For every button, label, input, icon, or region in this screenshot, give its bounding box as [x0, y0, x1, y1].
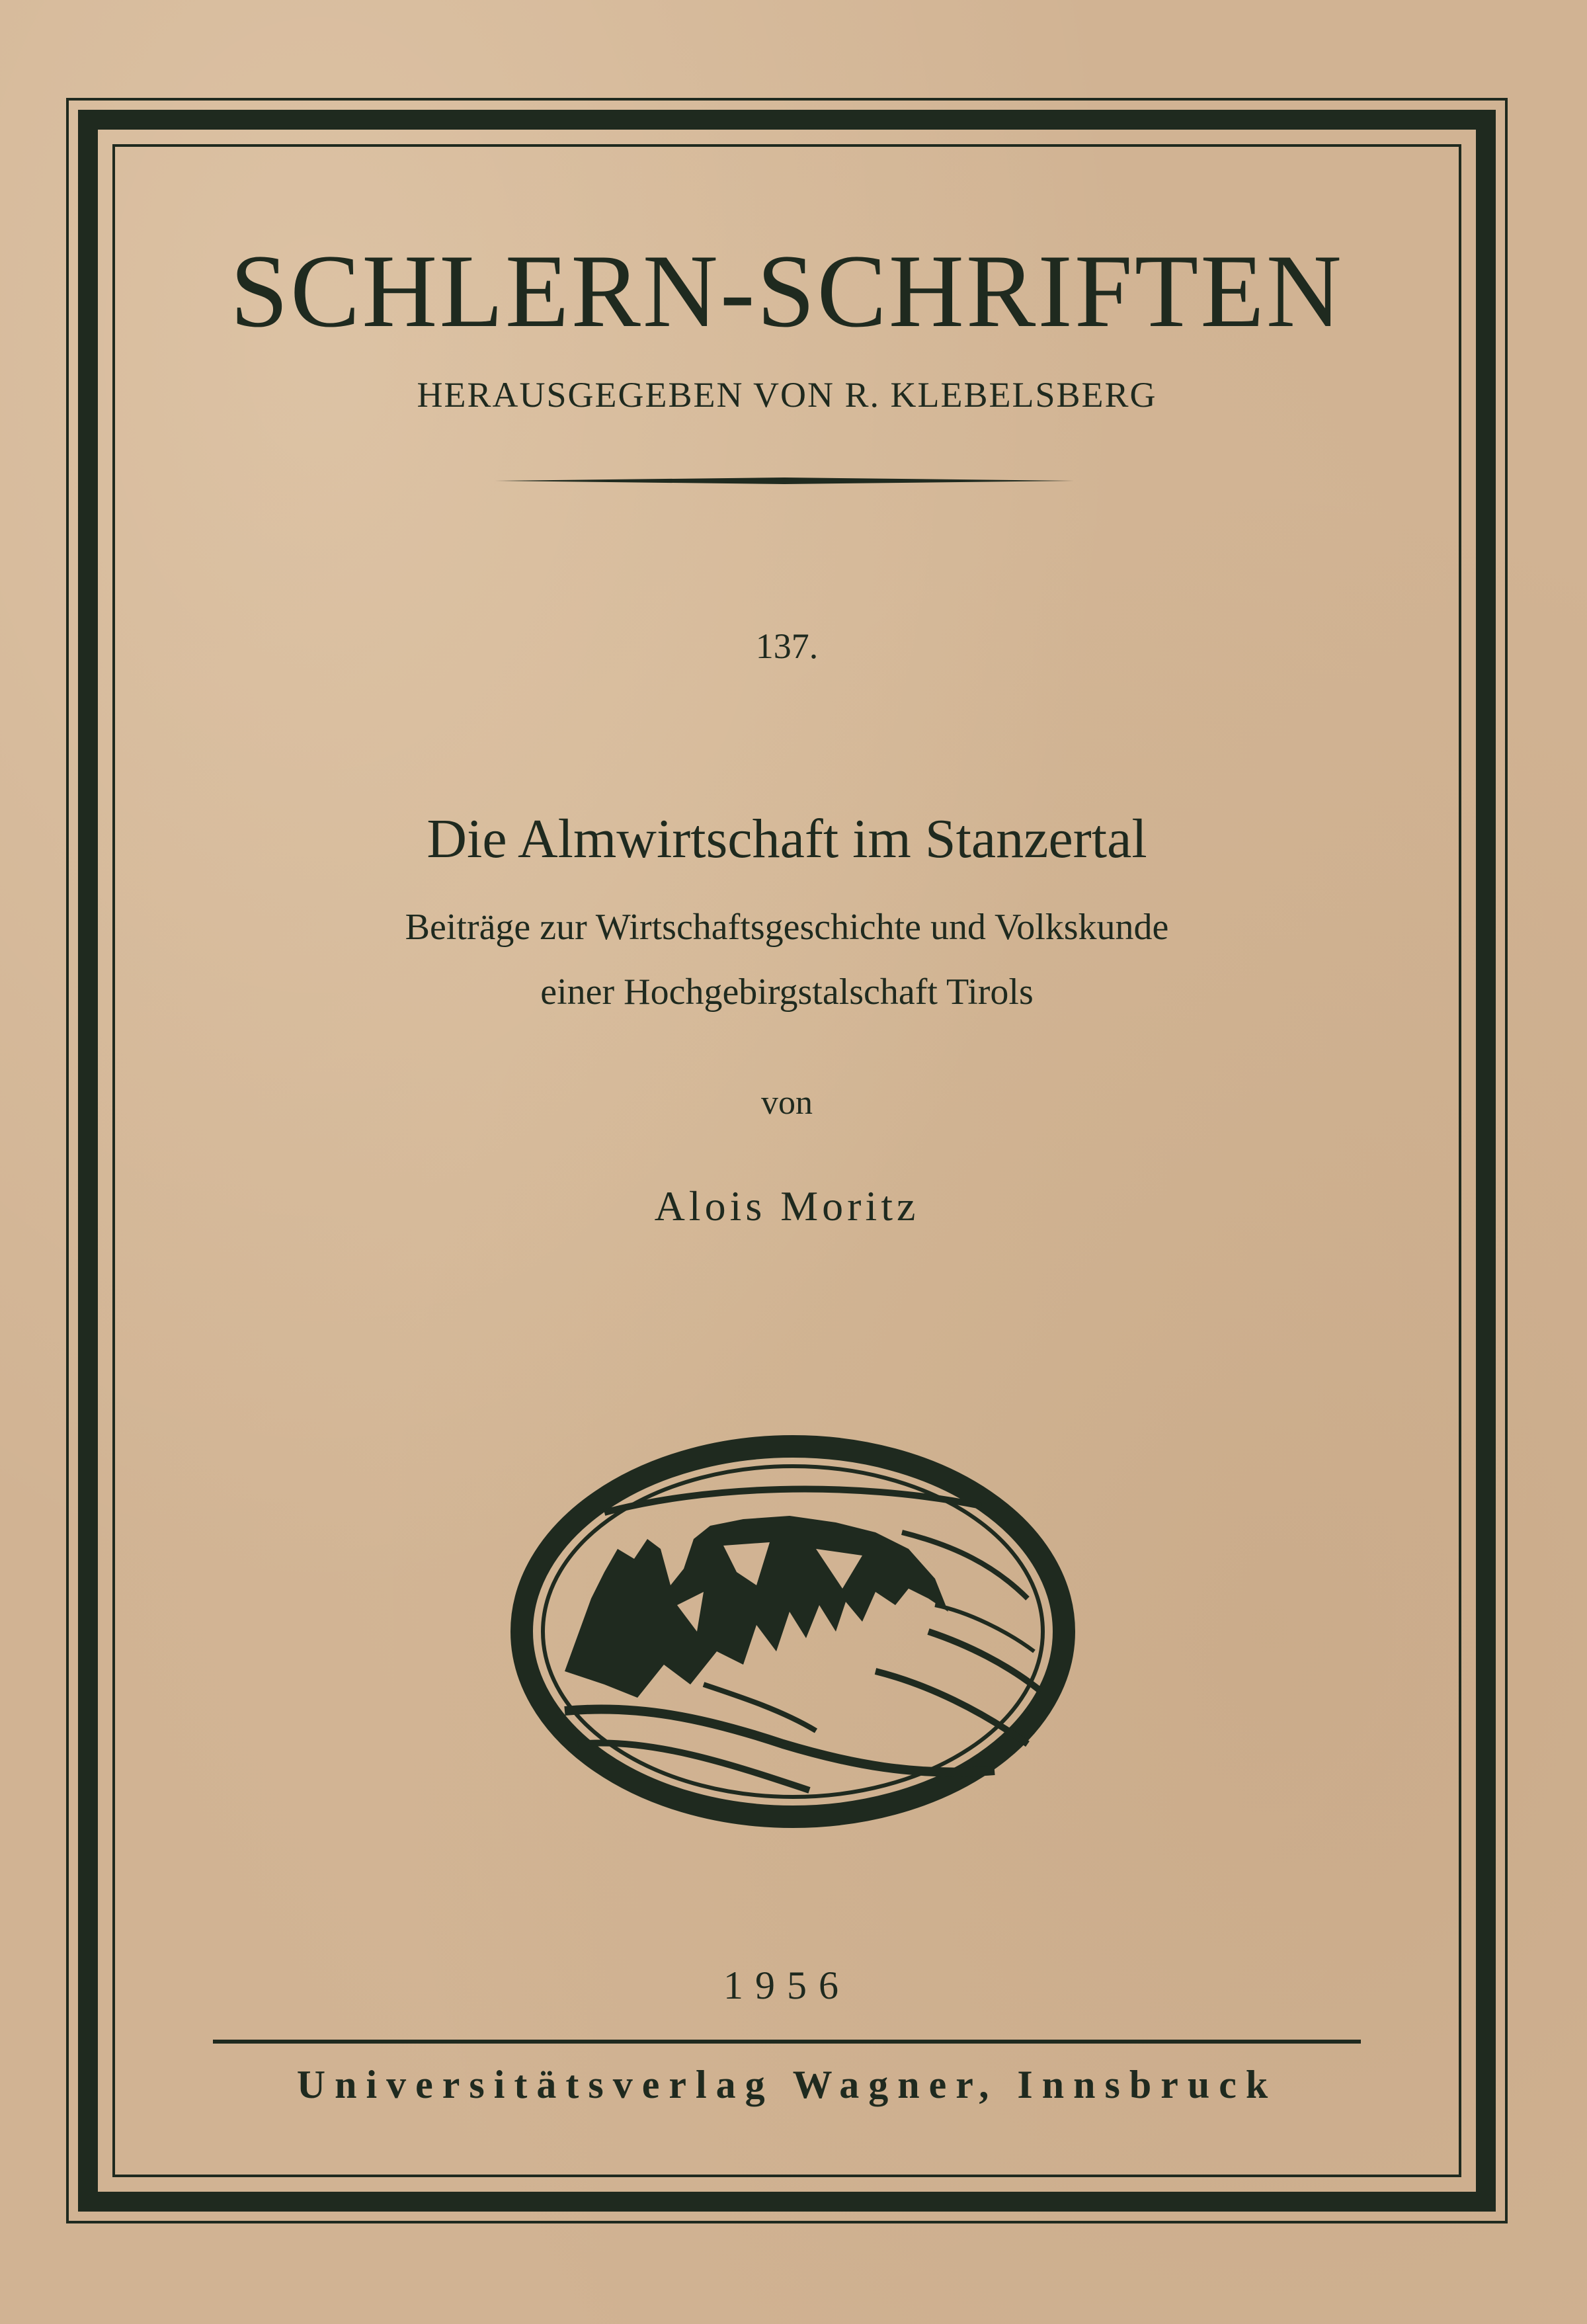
- cover-content: [115, 147, 1459, 2175]
- by-word: von: [761, 1084, 813, 1122]
- subtitle-line-1: Beiträge zur Wirtschaftsgeschichte und Volkskunde: [405, 907, 1169, 948]
- author-name: Alois Moritz: [654, 1183, 920, 1229]
- volume-number: 137.: [755, 626, 819, 666]
- ornament-rule: [495, 477, 1074, 484]
- footer-rule: [213, 2040, 1361, 2044]
- book-title: Die Almwirtschaft im Stanzertal: [427, 808, 1147, 870]
- subtitle-line-2: einer Hochgebirgstalschaft Tirols: [540, 972, 1034, 1013]
- mountain-landscape-emblem-icon: [505, 1433, 1080, 1830]
- editor-line: HERAUSGEGEBEN VON R. KLEBELSBERG: [417, 375, 1157, 415]
- publisher-line: Universitätsverlag Wagner, Innsbruck: [296, 2063, 1278, 2106]
- series-title: SCHLERN-SCHRIFTEN: [230, 233, 1344, 349]
- publication-year: 1956: [723, 1964, 850, 2007]
